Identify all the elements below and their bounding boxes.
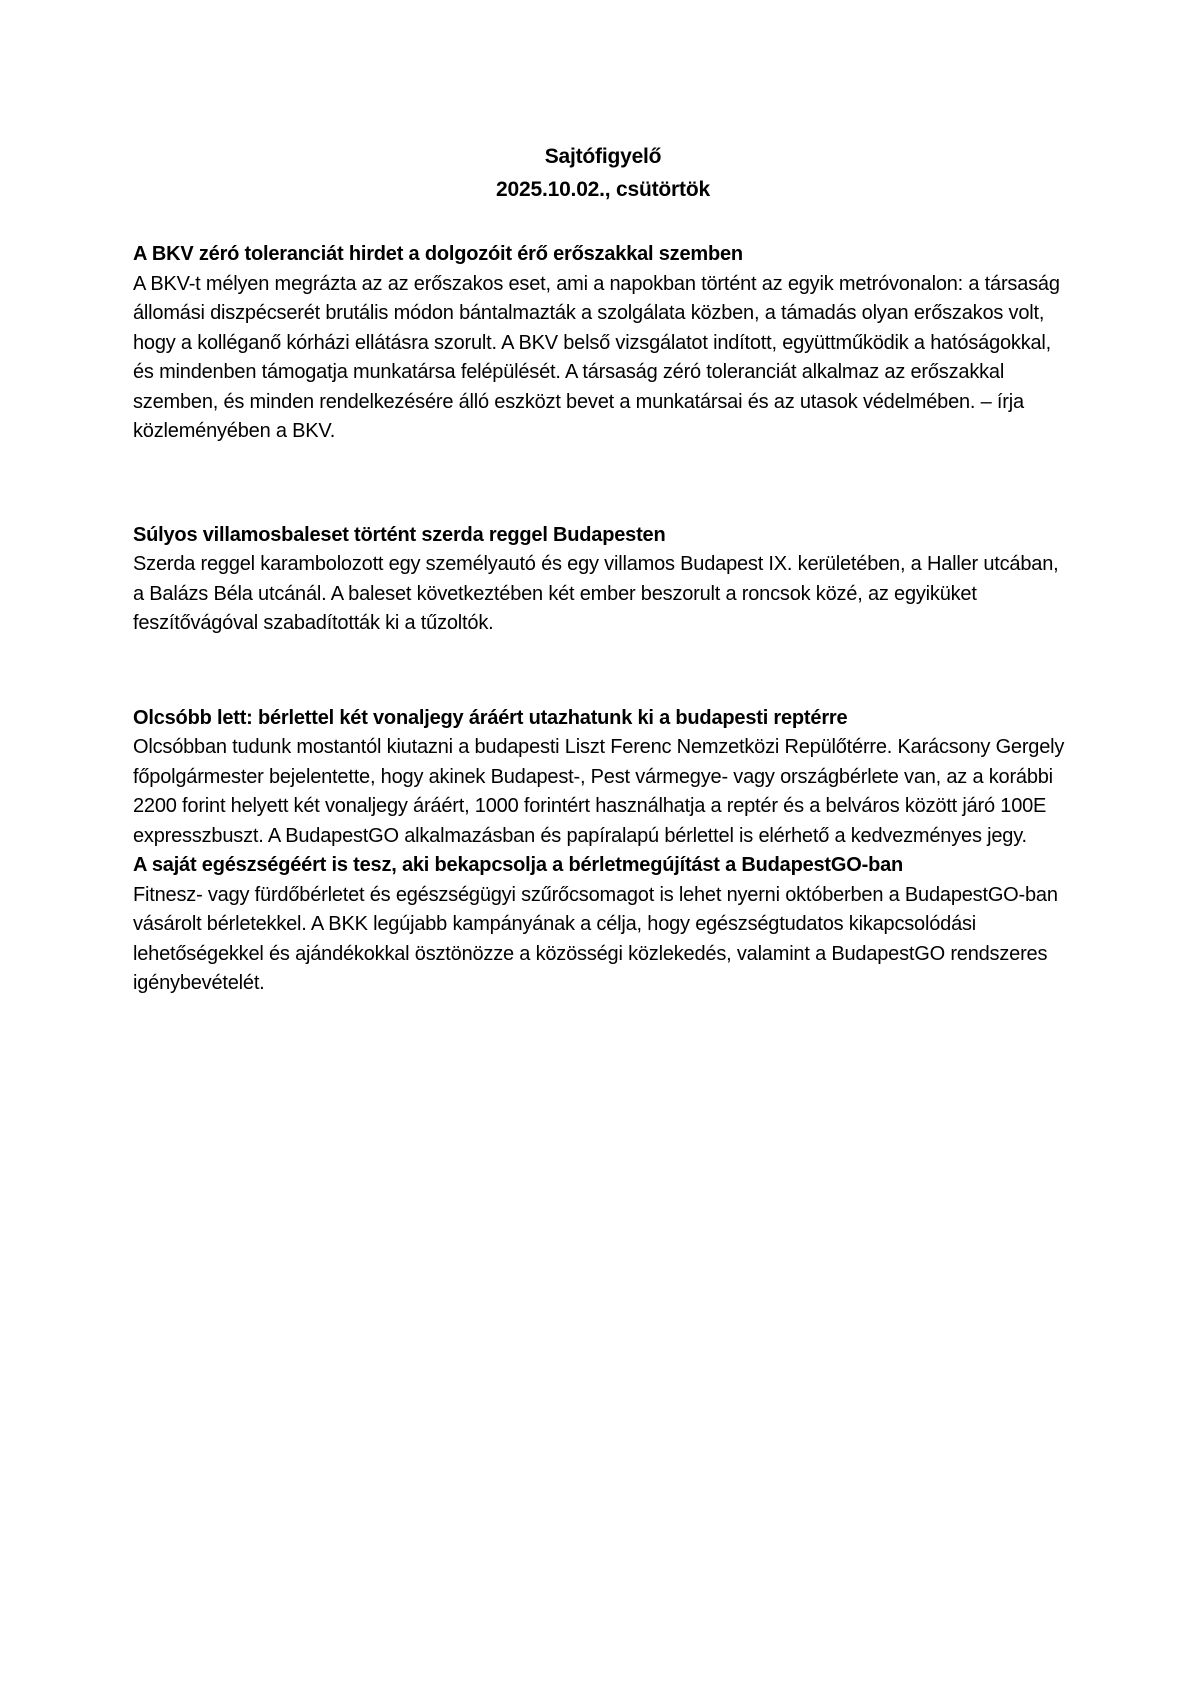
article-section-bkv-zero-tolerance [133, 240, 1073, 447]
document-content [133, 140, 1073, 999]
article-body: Olcsóbban tudunk mostantól kiutazni a budapesti Liszt Ferenc Nemzetközi Repülőtérre. Karácsony Gergely főpolgármester bejelentette, hogy akinek Budapest-, Pest vármegye- vagy országbérlete van, az a korábbi 2200 forint helyett két vonaljegy áráért, 1000 forintért használhatja a reptér és a belváros között járó 100E expresszbuszt. A BudapestGO alkalmazásban és papíralapú bérlettel is elérhető a kedvezményes jegy. [133, 736, 1065, 847]
document-header [133, 140, 1073, 206]
article-body: Fitnesz- vagy fürdőbérletet és egészségügyi szűrőcsomagot is lehet nyerni októberben a BudapestGO-ban vásárolt bérletekkel. A BKK legújabb kampányának a célja, hogy egészségtudatos kikapcsolódási lehetőségekkel és ajándékokkal ösztönözze a közösségi közlekedés, valamint a BudapestGO rendszeres igénybevételét. [133, 883, 1058, 994]
article-heading: A saját egészségéért is tesz, aki bekapcsolja a bérletmegújítást a BudapestGO-ban [133, 854, 904, 876]
document-title: Sajtófigyelő [544, 145, 662, 168]
document-date: 2025.10.02., csütörtök [496, 178, 710, 201]
article-body: Szerda reggel karambolozott egy személyautó és egy villamos Budapest IX. kerületében, a Haller utcában, a Balázs Béla utcánál. A baleset következtében két ember beszorult a roncsok közé, az egyiküket feszítővágóval szabadították ki a tűzoltók. [133, 553, 1059, 634]
article-heading: A BKV zéró toleranciát hirdet a dolgozóit érő erőszakkal szemben [133, 243, 743, 265]
article-section-budapestgo-health-campaign [133, 851, 1073, 999]
article-heading: Olcsóbb lett: bérlettel két vonaljegy áráért utazhatunk ki a budapesti reptérre [133, 706, 848, 729]
article-heading: Súlyos villamosbaleset történt szerda reggel Budapesten [133, 523, 666, 546]
article-section-tram-accident [133, 521, 1073, 639]
article-body: A BKV-t mélyen megrázta az az erőszakos eset, ami a napokban történt az egyik metróvonalon: a társaság állomási diszpécserét brutális módon bántalmazták a szolgálata közben, a támadás olyan erőszakos volt, hogy a kolléganő kórházi ellátásra szorult. A BKV belső vizsgálatot indított, együttműködik a hatóságokkal, és mindenben támogatja munkatársa felépülését. A társaság zéró toleranciát alkalmaz az erőszakkal szemben, és minden rendelkezésére álló eszközt bevet a munkatársai és az utasok védelmében. – írja közleményében a BKV. [133, 272, 1060, 442]
article-section-airport-bus-discount [133, 704, 1073, 852]
